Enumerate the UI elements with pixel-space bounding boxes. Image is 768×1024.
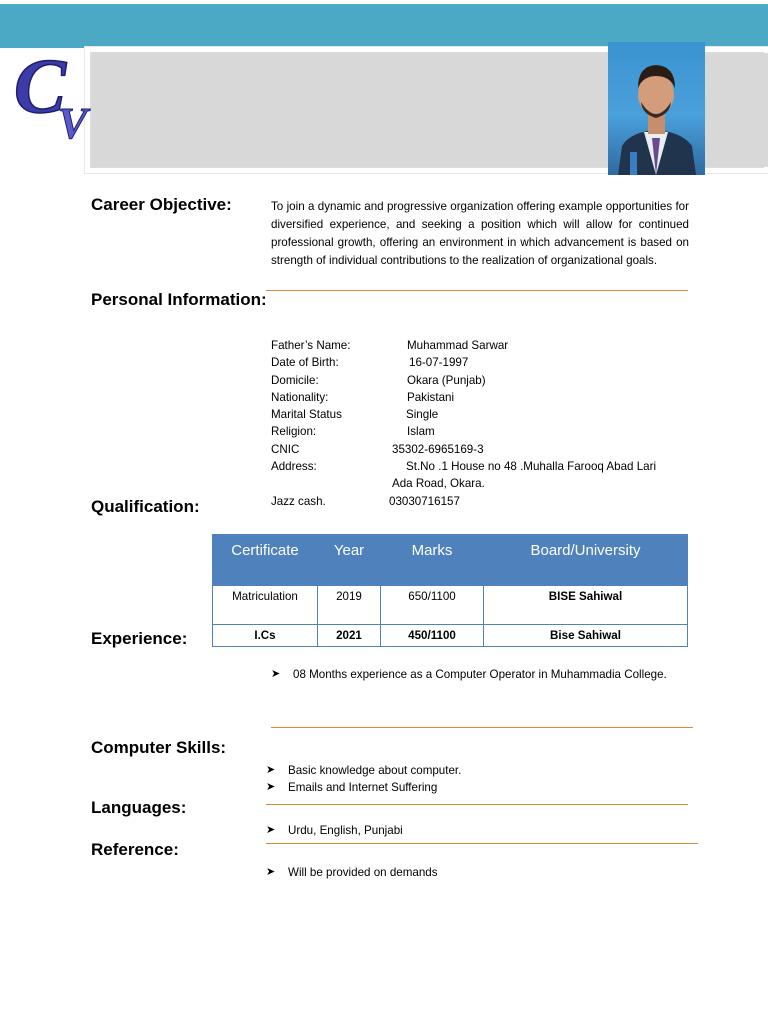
qualification-table [212, 534, 688, 647]
info-value: Pakistani [407, 390, 455, 404]
col-header: Certificate [213, 535, 318, 586]
info-label: CNIC [271, 442, 300, 456]
info-label: Jazz cash. [271, 494, 326, 508]
experience-heading: Experience: [91, 629, 188, 648]
profile-photo [608, 42, 705, 175]
list-item-text: Urdu, English, Punjabi [288, 824, 403, 837]
list-item-text: Emails and Internet Suffering [288, 781, 438, 794]
info-value: Single [406, 408, 439, 422]
info-label: Marital Status [271, 408, 342, 422]
info-value: Okara (Punjab) [407, 373, 486, 387]
info-value: Islam [407, 425, 435, 439]
cv-logo [14, 50, 94, 150]
arrow-bullet-icon: ➤ [271, 668, 281, 680]
reference-list [266, 864, 686, 881]
table-header-row [213, 535, 688, 586]
divider [266, 843, 698, 844]
computer-skills-heading: Computer Skills: [91, 738, 227, 757]
info-label: Father’s Name: [271, 339, 351, 352]
svg-text:V: V [58, 99, 88, 148]
languages-heading: Languages: [91, 798, 187, 817]
info-label: Religion: [271, 425, 317, 439]
list-item [266, 779, 686, 796]
info-value: St.No .1 House no 48 .Muhalla Farooq Abad Lari [406, 460, 657, 474]
info-label: Nationality: [271, 390, 329, 404]
table-cell: Bise Sahiwal [484, 625, 688, 647]
divider [266, 804, 688, 805]
arrow-bullet-icon: ➤ [266, 781, 276, 793]
list-item [266, 864, 686, 881]
col-header: Marks [381, 535, 484, 586]
table-cell: 2019 [318, 586, 381, 625]
info-label: Date of Birth: [271, 356, 339, 370]
list-item [266, 822, 686, 839]
info-label: Domicile: [271, 373, 319, 387]
table-cell: Matriculation [213, 586, 318, 625]
divider [271, 727, 693, 728]
arrow-bullet-icon: ➤ [266, 866, 276, 878]
arrow-bullet-icon: ➤ [266, 824, 276, 836]
career-objective-heading: Career Objective: [91, 195, 232, 214]
col-header: Board/University [484, 535, 688, 586]
table-cell: 2021 [318, 625, 381, 647]
list-item-text: Basic knowledge about computer. [288, 764, 462, 777]
table-cell: I.Cs [213, 625, 318, 647]
skills-list [266, 762, 686, 796]
info-value: 16-07-1997 [409, 356, 469, 370]
table-row [213, 625, 688, 647]
list-item-text: Will be provided on demands [288, 866, 438, 879]
career-objective-text: To join a dynamic and progressive organization offering example opportunities for diversified experience, and seeking a position which will allow for continued professional growth, offering an environment in which advancement is based on strength of individual contributions to the realization of organizational goals. [271, 200, 689, 267]
experience-list [271, 666, 671, 683]
col-header: Year [318, 535, 381, 586]
table-row [213, 586, 688, 625]
info-label: Address: [271, 460, 317, 474]
info-value: 03030716157 [389, 494, 460, 508]
arrow-bullet-icon: ➤ [266, 764, 276, 776]
reference-heading: Reference: [91, 840, 179, 859]
languages-list [266, 822, 686, 839]
info-value: Muhammad Sarwar [407, 339, 509, 352]
table-cell: 450/1100 [381, 625, 484, 647]
list-item [271, 666, 671, 683]
divider [266, 290, 688, 291]
table-cell: 650/1100 [381, 586, 484, 625]
list-item [266, 762, 686, 779]
svg-text:C: C [14, 50, 67, 129]
qualification-heading: Qualification: [91, 497, 200, 516]
table-cell: BISE Sahiwal [484, 586, 688, 625]
info-value: Ada Road, Okara. [392, 477, 485, 491]
personal-info-heading: Personal Information: [91, 290, 267, 309]
info-value: 35302-6965169-3 [392, 442, 484, 456]
list-item-text: 08 Months experience as a Computer Operator in Muhammadia College. [293, 668, 667, 681]
